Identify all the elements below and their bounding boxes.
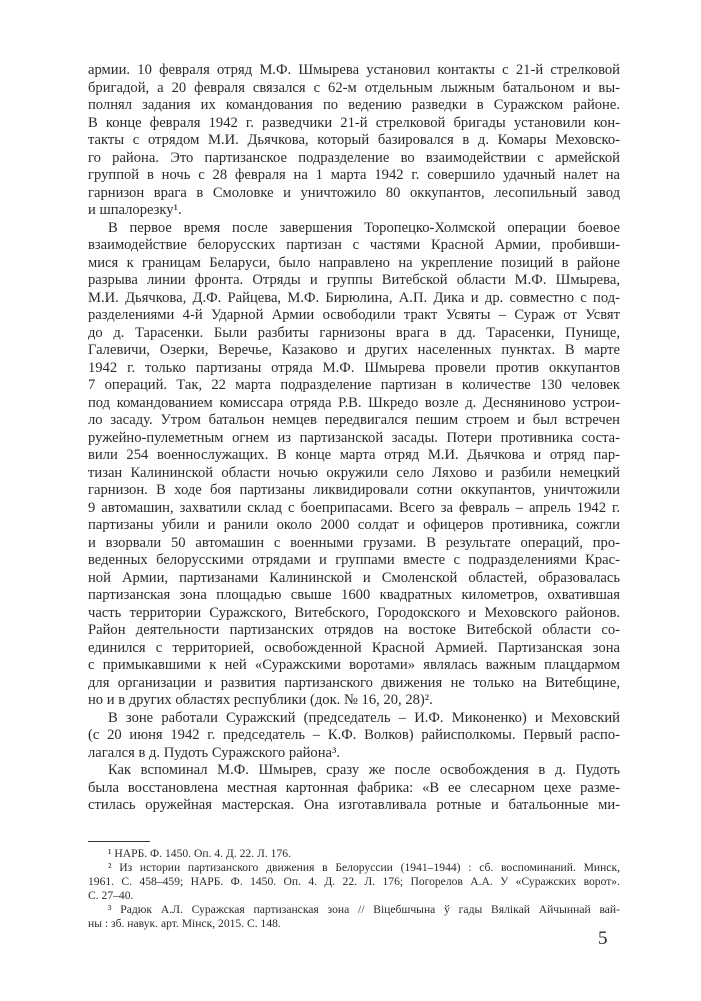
text-line: го района. Это партизанское подразделение во взаимодействии с армейской (88, 149, 620, 166)
footnote-line: 1961. С. 458–459; НАРБ. Ф. 1450. Оп. 4. Д. 22. Л. 176; Погорелов А.А. У «Суражских ворот». (88, 875, 620, 888)
text-line: В конце февраля 1942 г. разведчики 21-й стрелковой бригады установили кон- (88, 114, 620, 131)
text-line: но и в других областях республики (док. № 16, 20, 28)². (88, 692, 433, 708)
text-line: М.И. Дьячкова, Д.Ф. Райцева, М.Ф. Бирюлина, А.П. Дика и др. совместно с под- (88, 289, 620, 306)
text-line: под командованием комиссара отряда Р.В. Шкредо возле д. Десняниново устрои- (88, 394, 620, 411)
text-line: Район деятельности партизанских отрядов на востоке Витебской области со- (88, 622, 620, 638)
footnote-line: ны : зб. навук. арт. Мінск, 2015. С. 148. (88, 917, 281, 930)
page-number: 5 (598, 928, 608, 949)
text-line: для организации и развития партизанского движения не только на Витебщине, (88, 674, 620, 691)
text-line: до д. Тарасенки. Были разбиты гарнизоны врага в дд. Тарасенки, Пунище, (88, 324, 620, 341)
text-line: взаимодействие белорусских партизан с частями Красной Армии, пробивши- (88, 237, 620, 253)
footnotes (88, 840, 620, 931)
text-line: лагался в д. Пудоть Суражского района³. (88, 744, 341, 761)
text-line: мися к границам Беларуси, было направлено на укрепление позиций в районе (88, 254, 620, 271)
text-line: такты с отрядом М.И. Дьячкова, который базировался в д. Комары Меховско- (88, 132, 620, 148)
text-line: группой в ночь с 28 февраля на 1 марта 1942 г. совершило удачный налет на (88, 167, 620, 183)
text-line: вили 254 военнослужащих. В конце марта отряд М.И. Дьячкова и отряд пар- (88, 447, 620, 463)
text-line: ло засаду. Утром батальон немцев передвигался пешим строем и был встречен (88, 412, 620, 428)
text-line: 9 автомашин, захватили склад с боеприпасами. Всего за февраль – апрель 1942 г. (88, 499, 620, 516)
text-line: стилась оружейная мастерская. Она изготавливала ротные и батальонные ми- (88, 797, 620, 813)
text-line: бригадой, а 20 февраля связался с 62-м отдельным лыжным батальоном и вы- (88, 79, 620, 96)
body-text (88, 62, 620, 815)
text-line: полнял задания их командования по ведению разведки в Суражском районе. (88, 97, 620, 113)
text-line: гарнизон. В ходе боя партизаны ликвидировали сотни оккупантов, уничтожили (88, 482, 620, 498)
text-line: была восстановлена местная картонная фабрика: «В ее слесарном цехе разме- (88, 779, 620, 796)
text-line: и взорвали 50 автомашин с военными грузами. В результате операций, про- (88, 534, 620, 551)
footnote-line: ¹ НАРБ. Ф. 1450. Оп. 4. Д. 22. Л. 176. (108, 847, 291, 860)
text-line: разрыва линии фронта. Отряды и группы Витебской области М.Ф. Шмырева, (88, 272, 620, 288)
text-line: веденных белорусскими отрядами и группами вместе с подразделениями Крас- (88, 552, 620, 568)
text-line: и шпалорезку¹. (88, 202, 182, 218)
paragraph (88, 710, 620, 763)
text-line: В первое время после завершения Торопецко-Холмской операции боевое (108, 219, 620, 236)
footnote-line: ² Из истории партизанского движения в Белоруссии (1941–1944) : сб. воспоминаний. Минск, (108, 861, 620, 874)
text-line: партизанская зона площадью свыше 1600 квадратных километров, охватившая (88, 587, 620, 603)
text-line: тизан Калининской области ночью окружили село Ляхово и разбили немецкий (88, 464, 620, 481)
text-line: 7 операций. Так, 22 марта подразделение партизан в количестве 130 человек (88, 377, 620, 393)
paragraph (88, 62, 620, 220)
footnote-line: С. 27–40. (88, 889, 134, 902)
text-line: единился с территорией, освобожденной Красной Армией. Партизанская зона (88, 639, 620, 656)
text-line: с примыкавшими к ней «Суражскими воротами» являлась важным плацдармом (88, 657, 620, 673)
text-line: партизаны убили и ранили около 2000 солдат и офицеров противника, сожгли (88, 517, 620, 533)
text-line: гарнизон врага в Смоловке и уничтожило 80 оккупантов, лесопильный завод (88, 184, 620, 201)
footnote (88, 861, 620, 903)
text-line: ружейно-пулеметным огнем из партизанской засады. Потери противника соста- (88, 429, 620, 446)
paragraph (88, 220, 620, 710)
text-line: Как вспоминал М.Ф. Шмырев, сразу же после освобождения в д. Пудоть (108, 762, 620, 778)
text-line: армии. 10 февраля отряд М.Ф. Шмырева установил контакты с 21-й стрелковой (88, 62, 620, 78)
footnote (88, 903, 620, 931)
footnote (88, 847, 620, 861)
text-line: В зоне работали Суражский (председатель – И.Ф. Миконенко) и Меховский (108, 709, 620, 726)
paragraph (88, 762, 620, 815)
text-line: (с 20 июня 1942 г. председатель – К.Ф. Волков) райисполкомы. Первый распо- (88, 727, 620, 743)
footnote-line: ³ Радюк А.Л. Суражская партизанская зона // Віцебшчына ў гады Вялікай Айчыннай вай- (108, 903, 620, 916)
text-line: Галевичи, Озерки, Веречье, Казаково и других населенных пунктах. В марте (88, 342, 620, 358)
text-line: ной Армии, партизанами Калининской и Смоленской областей, образовалась (88, 569, 620, 586)
text-line: 1942 г. только партизаны отряда М.Ф. Шмырева провели против оккупантов (88, 359, 620, 376)
text-line: разделениями 4-й Ударной Армии освободили тракт Усвяты – Сураж от Усвят (88, 307, 620, 323)
text-line: часть территории Суражского, Витебского, Городокского и Меховского районов. (88, 604, 620, 621)
